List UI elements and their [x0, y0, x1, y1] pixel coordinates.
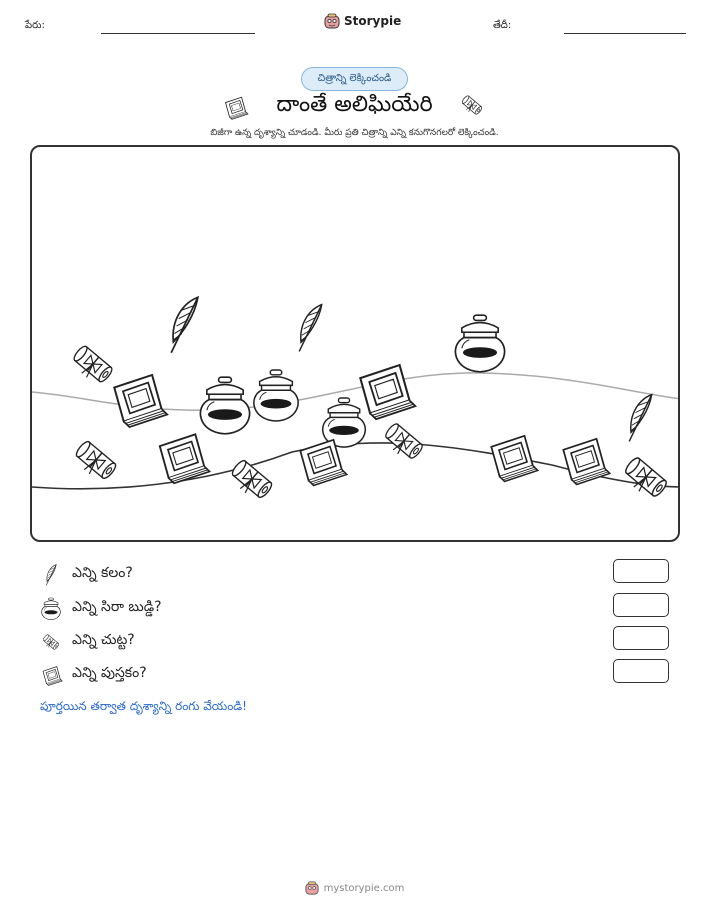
question-scroll	[40, 630, 670, 654]
page-title: దాంతే అలిఘియేరి	[276, 92, 433, 117]
question-quill	[40, 563, 670, 587]
name-field[interactable]	[101, 33, 255, 34]
book-icon	[563, 438, 611, 486]
date-field[interactable]	[564, 33, 686, 34]
scroll-icon	[71, 440, 118, 485]
answer-box-ink-pot[interactable]	[613, 593, 669, 617]
book-icon	[40, 663, 64, 687]
quill-icon	[40, 563, 62, 587]
scroll-icon	[620, 456, 669, 503]
instructions: బిజీగా ఉన్న దృశ్యాన్ని చూడండి. మీరు ప్రతి చిత్రాన్ని ఎన్ని కనుగొనగలరో లెక్కించండి.	[210, 128, 499, 138]
answer-box-quill[interactable]	[613, 559, 669, 583]
question-book	[40, 663, 670, 687]
storypie-logo-icon	[305, 881, 319, 895]
question-ink-pot	[40, 597, 670, 621]
scroll-icon	[40, 630, 62, 654]
ink-pot-icon	[40, 597, 62, 621]
ink-pot-icon	[323, 398, 366, 447]
quill-icon	[629, 395, 652, 442]
ink-pot-icon	[254, 370, 298, 421]
footer	[0, 881, 709, 895]
question-text: ఎన్ని సిరా బుడ్డి?	[72, 599, 162, 615]
ink-pot-icon	[200, 377, 249, 434]
question-text: ఎన్ని పుస్తకం?	[72, 665, 147, 681]
book-icon	[491, 435, 539, 483]
ink-pot-icon	[455, 315, 504, 372]
question-text: ఎన్ని కలం?	[72, 565, 133, 581]
counting-scene	[30, 145, 680, 542]
scroll-icon	[227, 459, 274, 504]
question-text: ఎన్ని చుట్ట?	[72, 632, 135, 648]
footer-site[interactable]: mystorypie.com	[323, 882, 405, 894]
book-icon	[359, 364, 416, 421]
quill-icon	[299, 305, 322, 352]
answer-box-book[interactable]	[613, 659, 669, 683]
book-icon	[113, 374, 168, 429]
scene-illustration	[32, 147, 680, 542]
date-label: తేదీ:	[493, 20, 512, 31]
activity-badge: చిత్రాన్ని లెక్కించండి	[301, 67, 408, 91]
scroll-icon	[458, 91, 486, 119]
name-label: పేరు:	[25, 20, 45, 31]
storypie-logo-icon	[324, 13, 340, 29]
quill-icon	[171, 297, 198, 352]
coloring-instruction: పూర్తయిన తర్వాత దృశ్యాన్ని రంగు వేయండి!	[40, 699, 247, 713]
answer-box-scroll[interactable]	[613, 626, 669, 650]
scroll-icon	[69, 344, 114, 387]
brand-name: Storypie	[344, 14, 402, 28]
brand-logo	[324, 13, 401, 29]
